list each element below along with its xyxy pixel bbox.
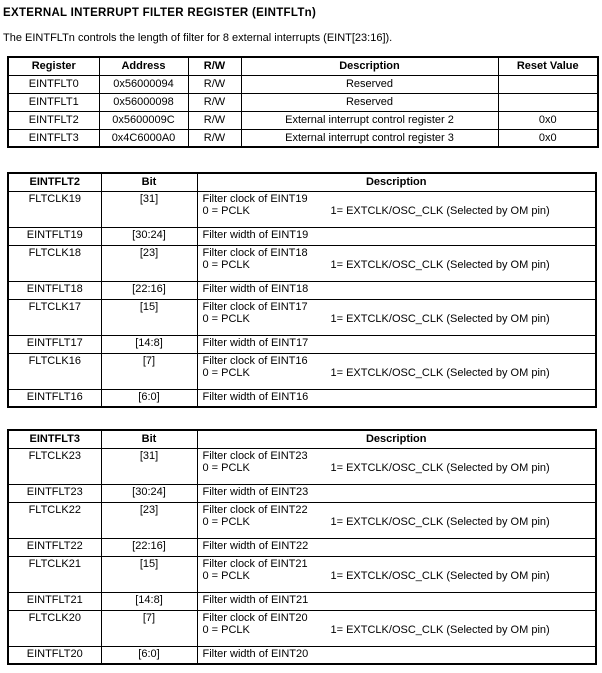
address-cell: 0x5600009C <box>99 111 188 129</box>
option-line <box>203 205 592 217</box>
address-cell: 0x4C6000A0 <box>99 129 188 147</box>
field-name-cell: FLTCLK20 <box>8 610 101 646</box>
bit-range-cell: [15] <box>101 556 197 592</box>
option-1: 1= EXTCLK/OSC_CLK (Selected by OM pin) <box>330 569 550 582</box>
bit-range-cell: [7] <box>101 353 197 389</box>
bit-range-cell: [31] <box>101 191 197 227</box>
description-cell <box>197 299 596 335</box>
table-row <box>8 448 596 484</box>
table-row <box>8 556 596 592</box>
register-name-cell: EINTFLT3 <box>8 129 99 147</box>
description-cell: Filter width of EINT19 <box>197 227 596 245</box>
field-name-cell: FLTCLK22 <box>8 502 101 538</box>
bit-range-cell: [23] <box>101 502 197 538</box>
option-1: 1= EXTCLK/OSC_CLK (Selected by OM pin) <box>330 366 550 379</box>
option-1: 1= EXTCLK/OSC_CLK (Selected by OM pin) <box>330 312 550 325</box>
col-header-reset-value: Reset Value <box>498 57 598 75</box>
option-0: 0 = PCLK <box>202 312 250 325</box>
table-row <box>8 592 596 610</box>
col-header-description: Description <box>197 430 596 448</box>
description-cell: Reserved <box>241 75 498 93</box>
bit-range-cell: [14:8] <box>101 592 197 610</box>
description-cell <box>197 556 596 592</box>
option-0: 0 = PCLK <box>202 258 250 271</box>
option-1: 1= EXTCLK/OSC_CLK (Selected by OM pin) <box>330 258 550 271</box>
field-name-cell: EINTFLT19 <box>8 227 101 245</box>
description-cell: External interrupt control register 2 <box>241 111 498 129</box>
description-cell: Filter width of EINT16 <box>197 389 596 407</box>
field-name-cell: EINTFLT20 <box>8 646 101 664</box>
col-header-bit: Bit <box>101 430 197 448</box>
table-row <box>8 299 596 335</box>
option-0: 0 = PCLK <box>202 569 250 582</box>
description-cell <box>197 245 596 281</box>
address-cell: 0x56000098 <box>99 93 188 111</box>
option-1: 1= EXTCLK/OSC_CLK (Selected by OM pin) <box>330 515 550 528</box>
page-title: EXTERNAL INTERRUPT FILTER REGISTER (EINTFLTn) <box>3 7 317 19</box>
eintflt3-bit-table <box>7 429 597 665</box>
option-line <box>203 313 592 325</box>
field-name-cell: EINTFLT17 <box>8 335 101 353</box>
col-header-register: Register <box>8 57 99 75</box>
register-name-cell: EINTFLT0 <box>8 75 99 93</box>
field-name-cell: EINTFLT18 <box>8 281 101 299</box>
description-line: Filter clock of EINT18 <box>202 246 308 259</box>
option-1: 1= EXTCLK/OSC_CLK (Selected by OM pin) <box>330 461 550 474</box>
field-name-cell: EINTFLT23 <box>8 484 101 502</box>
table-header-row <box>8 57 598 75</box>
option-line <box>203 624 592 636</box>
field-name-cell: FLTCLK18 <box>8 245 101 281</box>
reset-value-cell <box>498 93 598 111</box>
rw-cell: R/W <box>188 75 241 93</box>
option-0: 0 = PCLK <box>202 366 250 379</box>
description-cell: External interrupt control register 3 <box>241 129 498 147</box>
option-0: 0 = PCLK <box>202 461 250 474</box>
option-1: 1= EXTCLK/OSC_CLK (Selected by OM pin) <box>330 204 550 217</box>
rw-cell: R/W <box>188 93 241 111</box>
bit-range-cell: [30:24] <box>101 227 197 245</box>
bit-range-cell: [14:8] <box>101 335 197 353</box>
field-name-cell: EINTFLT22 <box>8 538 101 556</box>
table-row <box>8 129 598 147</box>
rw-cell: R/W <box>188 111 241 129</box>
bit-range-cell: [23] <box>101 245 197 281</box>
description-line: Filter clock of EINT23 <box>202 449 308 462</box>
bit-range-cell: [7] <box>101 610 197 646</box>
eintflt2-bit-table <box>7 172 597 408</box>
option-1: 1= EXTCLK/OSC_CLK (Selected by OM pin) <box>330 623 550 636</box>
option-line <box>203 570 592 582</box>
col-header-address: Address <box>99 57 188 75</box>
description-cell: Reserved <box>241 93 498 111</box>
field-name-cell: EINTFLT16 <box>8 389 101 407</box>
bit-range-cell: [31] <box>101 448 197 484</box>
option-line <box>203 367 592 379</box>
table-row <box>8 75 598 93</box>
field-name-cell: FLTCLK19 <box>8 191 101 227</box>
description-cell: Filter width of EINT20 <box>197 646 596 664</box>
option-0: 0 = PCLK <box>202 623 250 636</box>
description-cell: Filter width of EINT21 <box>197 592 596 610</box>
description-cell <box>197 191 596 227</box>
table-row <box>8 93 598 111</box>
col-header-eintflt3: EINTFLT3 <box>8 430 101 448</box>
table-header-row <box>8 430 596 448</box>
register-summary-table <box>7 56 599 148</box>
address-cell: 0x56000094 <box>99 75 188 93</box>
table-row <box>8 227 596 245</box>
description-cell: Filter width of EINT18 <box>197 281 596 299</box>
option-0: 0 = PCLK <box>202 204 250 217</box>
intro-text: The EINTFLTn controls the length of filter for 8 external interrupts (EINT[23:16]). <box>3 32 393 44</box>
reset-value-cell <box>498 75 598 93</box>
table-row <box>8 646 596 664</box>
option-line <box>203 516 592 528</box>
reset-value-cell: 0x0 <box>498 111 598 129</box>
bit-range-cell: [6:0] <box>101 646 197 664</box>
table-row <box>8 335 596 353</box>
field-name-cell: FLTCLK16 <box>8 353 101 389</box>
description-line: Filter clock of EINT21 <box>202 557 308 570</box>
description-line: Filter clock of EINT20 <box>202 611 308 624</box>
option-0: 0 = PCLK <box>202 515 250 528</box>
reset-value-cell: 0x0 <box>498 129 598 147</box>
table-row <box>8 245 596 281</box>
rw-cell: R/W <box>188 129 241 147</box>
description-cell <box>197 448 596 484</box>
table-row <box>8 281 596 299</box>
bit-range-cell: [15] <box>101 299 197 335</box>
register-name-cell: EINTFLT2 <box>8 111 99 129</box>
description-cell: Filter width of EINT17 <box>197 335 596 353</box>
col-header-rw: R/W <box>188 57 241 75</box>
field-name-cell: FLTCLK21 <box>8 556 101 592</box>
bit-range-cell: [30:24] <box>101 484 197 502</box>
field-name-cell: EINTFLT21 <box>8 592 101 610</box>
description-cell: Filter width of EINT22 <box>197 538 596 556</box>
option-line <box>203 462 592 474</box>
table-row <box>8 111 598 129</box>
table-row <box>8 484 596 502</box>
option-line <box>203 259 592 271</box>
col-header-eintflt2: EINTFLT2 <box>8 173 101 191</box>
bit-range-cell: [6:0] <box>101 389 197 407</box>
field-name-cell: FLTCLK23 <box>8 448 101 484</box>
table-row <box>8 538 596 556</box>
description-line: Filter clock of EINT17 <box>202 300 308 313</box>
table-row <box>8 502 596 538</box>
field-name-cell: FLTCLK17 <box>8 299 101 335</box>
description-cell <box>197 502 596 538</box>
table-row <box>8 610 596 646</box>
description-cell: Filter width of EINT23 <box>197 484 596 502</box>
bit-range-cell: [22:16] <box>101 281 197 299</box>
col-header-description: Description <box>197 173 596 191</box>
description-line: Filter clock of EINT19 <box>202 192 308 205</box>
col-header-bit: Bit <box>101 173 197 191</box>
description-cell <box>197 353 596 389</box>
table-header-row <box>8 173 596 191</box>
description-line: Filter clock of EINT22 <box>202 503 308 516</box>
register-name-cell: EINTFLT1 <box>8 93 99 111</box>
table-row <box>8 389 596 407</box>
table-row <box>8 353 596 389</box>
description-line: Filter clock of EINT16 <box>202 354 308 367</box>
bit-range-cell: [22:16] <box>101 538 197 556</box>
table-row <box>8 191 596 227</box>
description-cell <box>197 610 596 646</box>
col-header-description: Description <box>241 57 498 75</box>
